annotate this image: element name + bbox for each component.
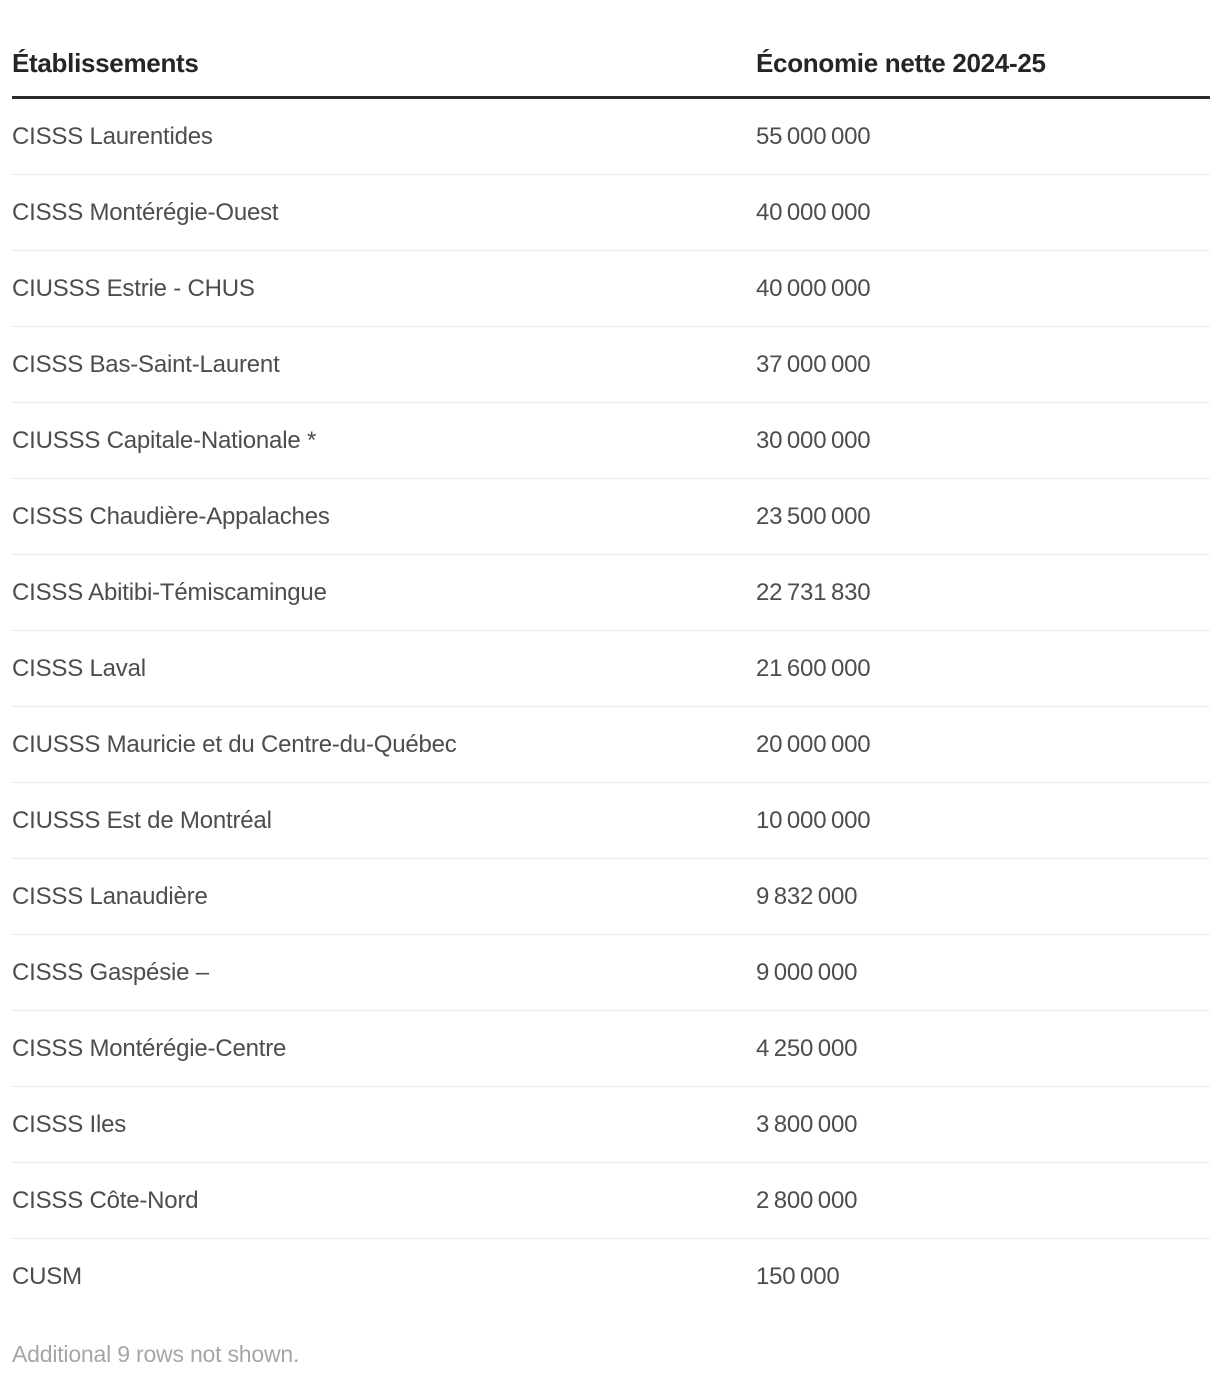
table-row	[12, 175, 1210, 251]
table-row	[12, 631, 1210, 707]
table-row	[12, 327, 1210, 403]
table-row	[12, 99, 1210, 175]
row-label: CISSS Laurentides	[12, 122, 213, 150]
row-label: CISSS Côte-Nord	[12, 1186, 199, 1214]
table-row	[12, 1011, 1210, 1087]
table-row	[12, 1163, 1210, 1239]
row-value: 21 600 000	[756, 654, 871, 682]
row-value: 55 000 000	[756, 122, 871, 150]
table-row	[12, 707, 1210, 783]
row-label: CISSS Montérégie-Centre	[12, 1034, 287, 1062]
row-value: 9 000 000	[756, 958, 858, 986]
row-value: 3 800 000	[756, 1110, 858, 1138]
table-row	[12, 403, 1210, 479]
table-row	[12, 1239, 1210, 1315]
row-value: 23 500 000	[756, 502, 871, 530]
row-label: CISSS Iles	[12, 1110, 127, 1138]
table-row	[12, 479, 1210, 555]
row-label: CIUSSS Mauricie et du Centre-du-Québec	[12, 730, 457, 758]
row-value: 40 000 000	[756, 274, 871, 302]
row-label: CISSS Chaudière-Appalaches	[12, 502, 330, 530]
row-value: 4 250 000	[756, 1034, 858, 1062]
table-row	[12, 251, 1210, 327]
table-row	[12, 859, 1210, 935]
row-value: 37 000 000	[756, 350, 871, 378]
row-value: 150 000	[756, 1263, 840, 1291]
row-value: 10 000 000	[756, 806, 871, 834]
table-footer-note: Additional 9 rows not shown.	[12, 1341, 300, 1368]
table-row	[12, 783, 1210, 859]
row-label: CISSS Lanaudière	[12, 882, 208, 910]
table-row	[12, 935, 1210, 1011]
table-row	[12, 1087, 1210, 1163]
row-value: 22 731 830	[756, 578, 871, 606]
row-label: CIUSSS Capitale-Nationale *	[12, 426, 317, 454]
column-header-economie-nette: Économie nette 2024-25	[756, 48, 1046, 78]
row-value: 2 800 000	[756, 1186, 858, 1214]
row-label: CIUSSS Estrie - CHUS	[12, 274, 255, 302]
table-header-row	[12, 0, 1210, 99]
row-label: CUSM	[12, 1263, 82, 1291]
row-value: 9 832 000	[756, 882, 858, 910]
table-body	[12, 99, 1210, 1315]
row-label: CISSS Montérégie-Ouest	[12, 198, 279, 226]
table-row	[12, 555, 1210, 631]
row-label: CISSS Gaspésie –	[12, 958, 209, 986]
row-value: 30 000 000	[756, 426, 871, 454]
row-label: CISSS Laval	[12, 654, 146, 682]
row-label: CISSS Bas-Saint-Laurent	[12, 350, 280, 378]
row-label: CISSS Abitibi-Témiscamingue	[12, 578, 327, 606]
row-value: 20 000 000	[756, 730, 871, 758]
column-header-etablissements: Établissements	[12, 48, 199, 78]
row-value: 40 000 000	[756, 198, 871, 226]
row-label: CIUSSS Est de Montréal	[12, 806, 272, 834]
